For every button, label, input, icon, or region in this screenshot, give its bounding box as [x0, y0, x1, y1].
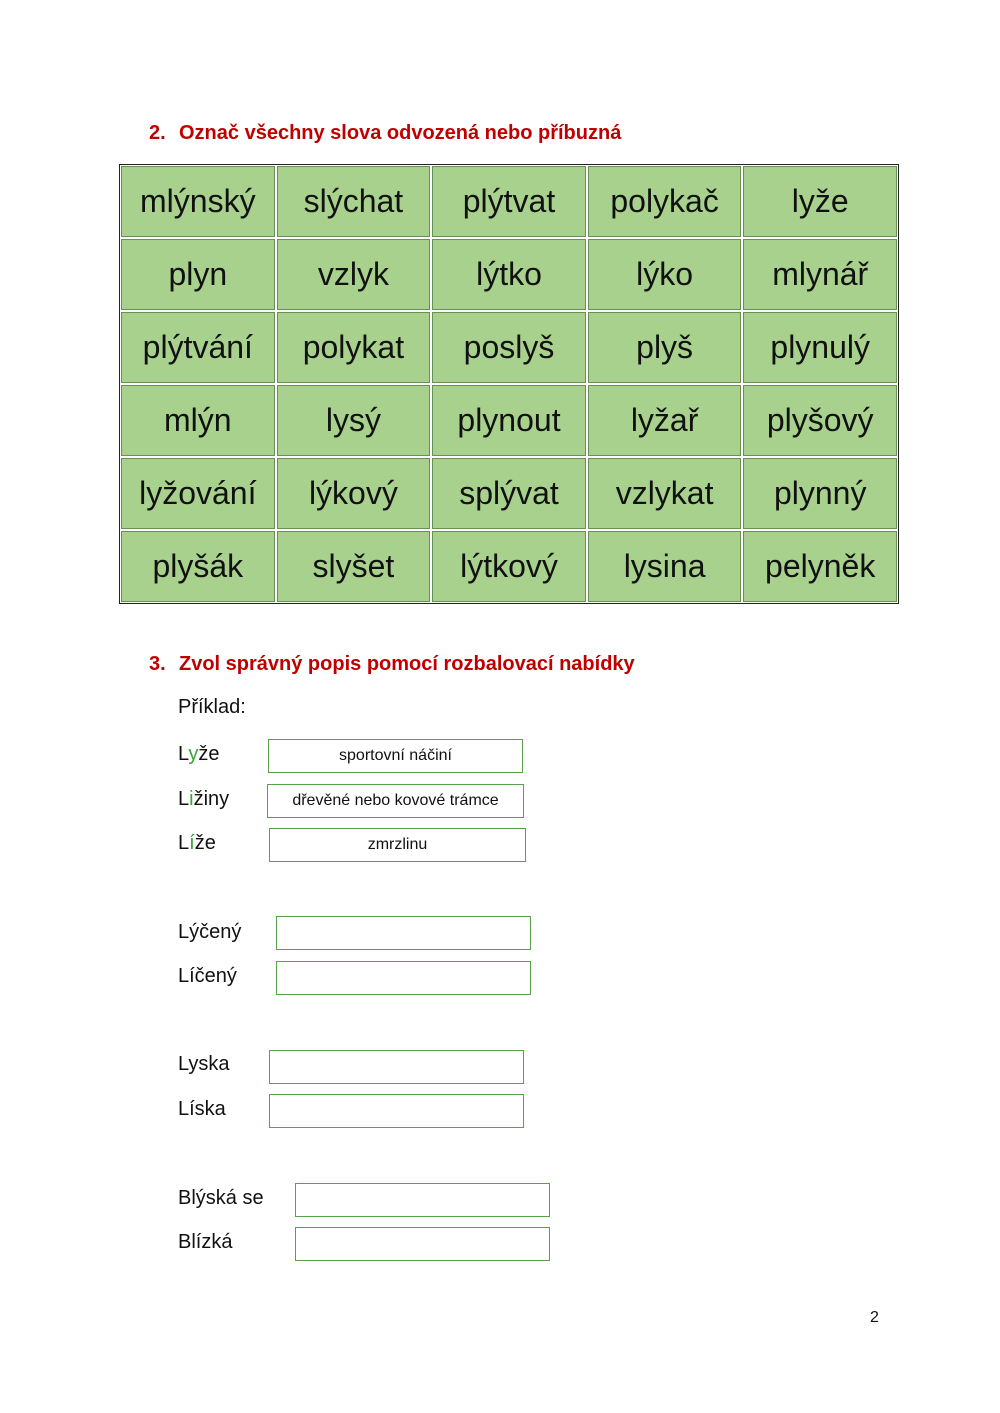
word-cell[interactable]: mlýn [121, 385, 275, 456]
word-cell[interactable]: vzlykat [588, 458, 742, 529]
section-2-heading [149, 121, 621, 145]
word-cell[interactable]: plyn [121, 239, 275, 310]
word-cell[interactable]: plynulý [743, 312, 897, 383]
word-label-lize [178, 830, 216, 856]
section-3-title: Zvol správný popis pomocí rozbalovací nabídky [179, 653, 635, 675]
section-3-number: 3. [149, 653, 166, 675]
word-cell[interactable]: lýtkový [432, 531, 586, 602]
word-cell[interactable]: mlynář [743, 239, 897, 310]
word-cell[interactable]: lyžování [121, 458, 275, 529]
word-cell[interactable]: pelyněk [743, 531, 897, 602]
answer-dropdown-liska[interactable] [269, 1094, 524, 1128]
word-cell[interactable]: lyže [743, 166, 897, 237]
word-label-liska: Líska [178, 1098, 226, 1120]
section-3-heading [149, 652, 635, 676]
answer-dropdown-lyska[interactable] [269, 1050, 524, 1084]
word-label-blizka: Blízká [178, 1231, 233, 1253]
section-2-number: 2. [149, 122, 166, 144]
section-2-title: Označ všechny slova odvozená nebo příbuzná [179, 122, 622, 144]
word-cell[interactable]: plýtvání [121, 312, 275, 383]
word-grid [119, 164, 899, 604]
word-cell[interactable]: plyšák [121, 531, 275, 602]
label-prefix: L [178, 832, 190, 854]
label-suffix: že [198, 743, 220, 765]
word-cell[interactable]: polykač [588, 166, 742, 237]
word-cell[interactable]: vzlyk [277, 239, 431, 310]
word-label-lyska: Lyska [178, 1053, 230, 1075]
answer-dropdown-lize[interactable]: zmrzlinu [269, 828, 526, 862]
label-suffix: žiny [193, 788, 230, 810]
label-highlight: í [189, 832, 195, 854]
word-cell[interactable]: lysina [588, 531, 742, 602]
word-cell[interactable]: splývat [432, 458, 586, 529]
word-cell[interactable]: lysý [277, 385, 431, 456]
word-cell[interactable]: poslyš [432, 312, 586, 383]
word-cell[interactable]: plynný [743, 458, 897, 529]
word-cell[interactable]: slyšet [277, 531, 431, 602]
word-cell[interactable]: plýtvat [432, 166, 586, 237]
label-highlight: i [189, 788, 194, 810]
word-cell[interactable]: plyšový [743, 385, 897, 456]
answer-dropdown-blizka[interactable] [295, 1227, 550, 1261]
label-prefix: L [178, 743, 189, 765]
label-highlight: y [188, 743, 199, 765]
word-cell[interactable]: lýko [588, 239, 742, 310]
answer-dropdown-lyceny[interactable] [276, 916, 531, 950]
word-cell[interactable]: polykat [277, 312, 431, 383]
answer-dropdown-blyska-se[interactable] [295, 1183, 550, 1217]
word-cell[interactable]: slýchat [277, 166, 431, 237]
word-label-lyze [178, 741, 220, 767]
word-cell[interactable]: plyš [588, 312, 742, 383]
word-cell[interactable]: lýkový [277, 458, 431, 529]
answer-dropdown-lyze[interactable]: sportovní náčiní [268, 739, 523, 773]
word-cell[interactable]: lyžař [588, 385, 742, 456]
word-label-liziny [178, 786, 229, 812]
example-label: Příklad: [178, 696, 246, 718]
answer-dropdown-liziny[interactable]: dřevěné nebo kovové trámce [267, 784, 524, 818]
answer-dropdown-liceny[interactable] [276, 961, 531, 995]
word-cell[interactable]: plynout [432, 385, 586, 456]
page-number: 2 [870, 1309, 879, 1326]
word-cell[interactable]: mlýnský [121, 166, 275, 237]
word-label-lyceny: Lýčený [178, 921, 242, 943]
word-cell[interactable]: lýtko [432, 239, 586, 310]
word-label-blyska-se: Blýská se [178, 1187, 264, 1209]
word-label-liceny: Líčený [178, 965, 237, 987]
label-suffix: že [194, 832, 216, 854]
label-prefix: L [178, 788, 190, 810]
